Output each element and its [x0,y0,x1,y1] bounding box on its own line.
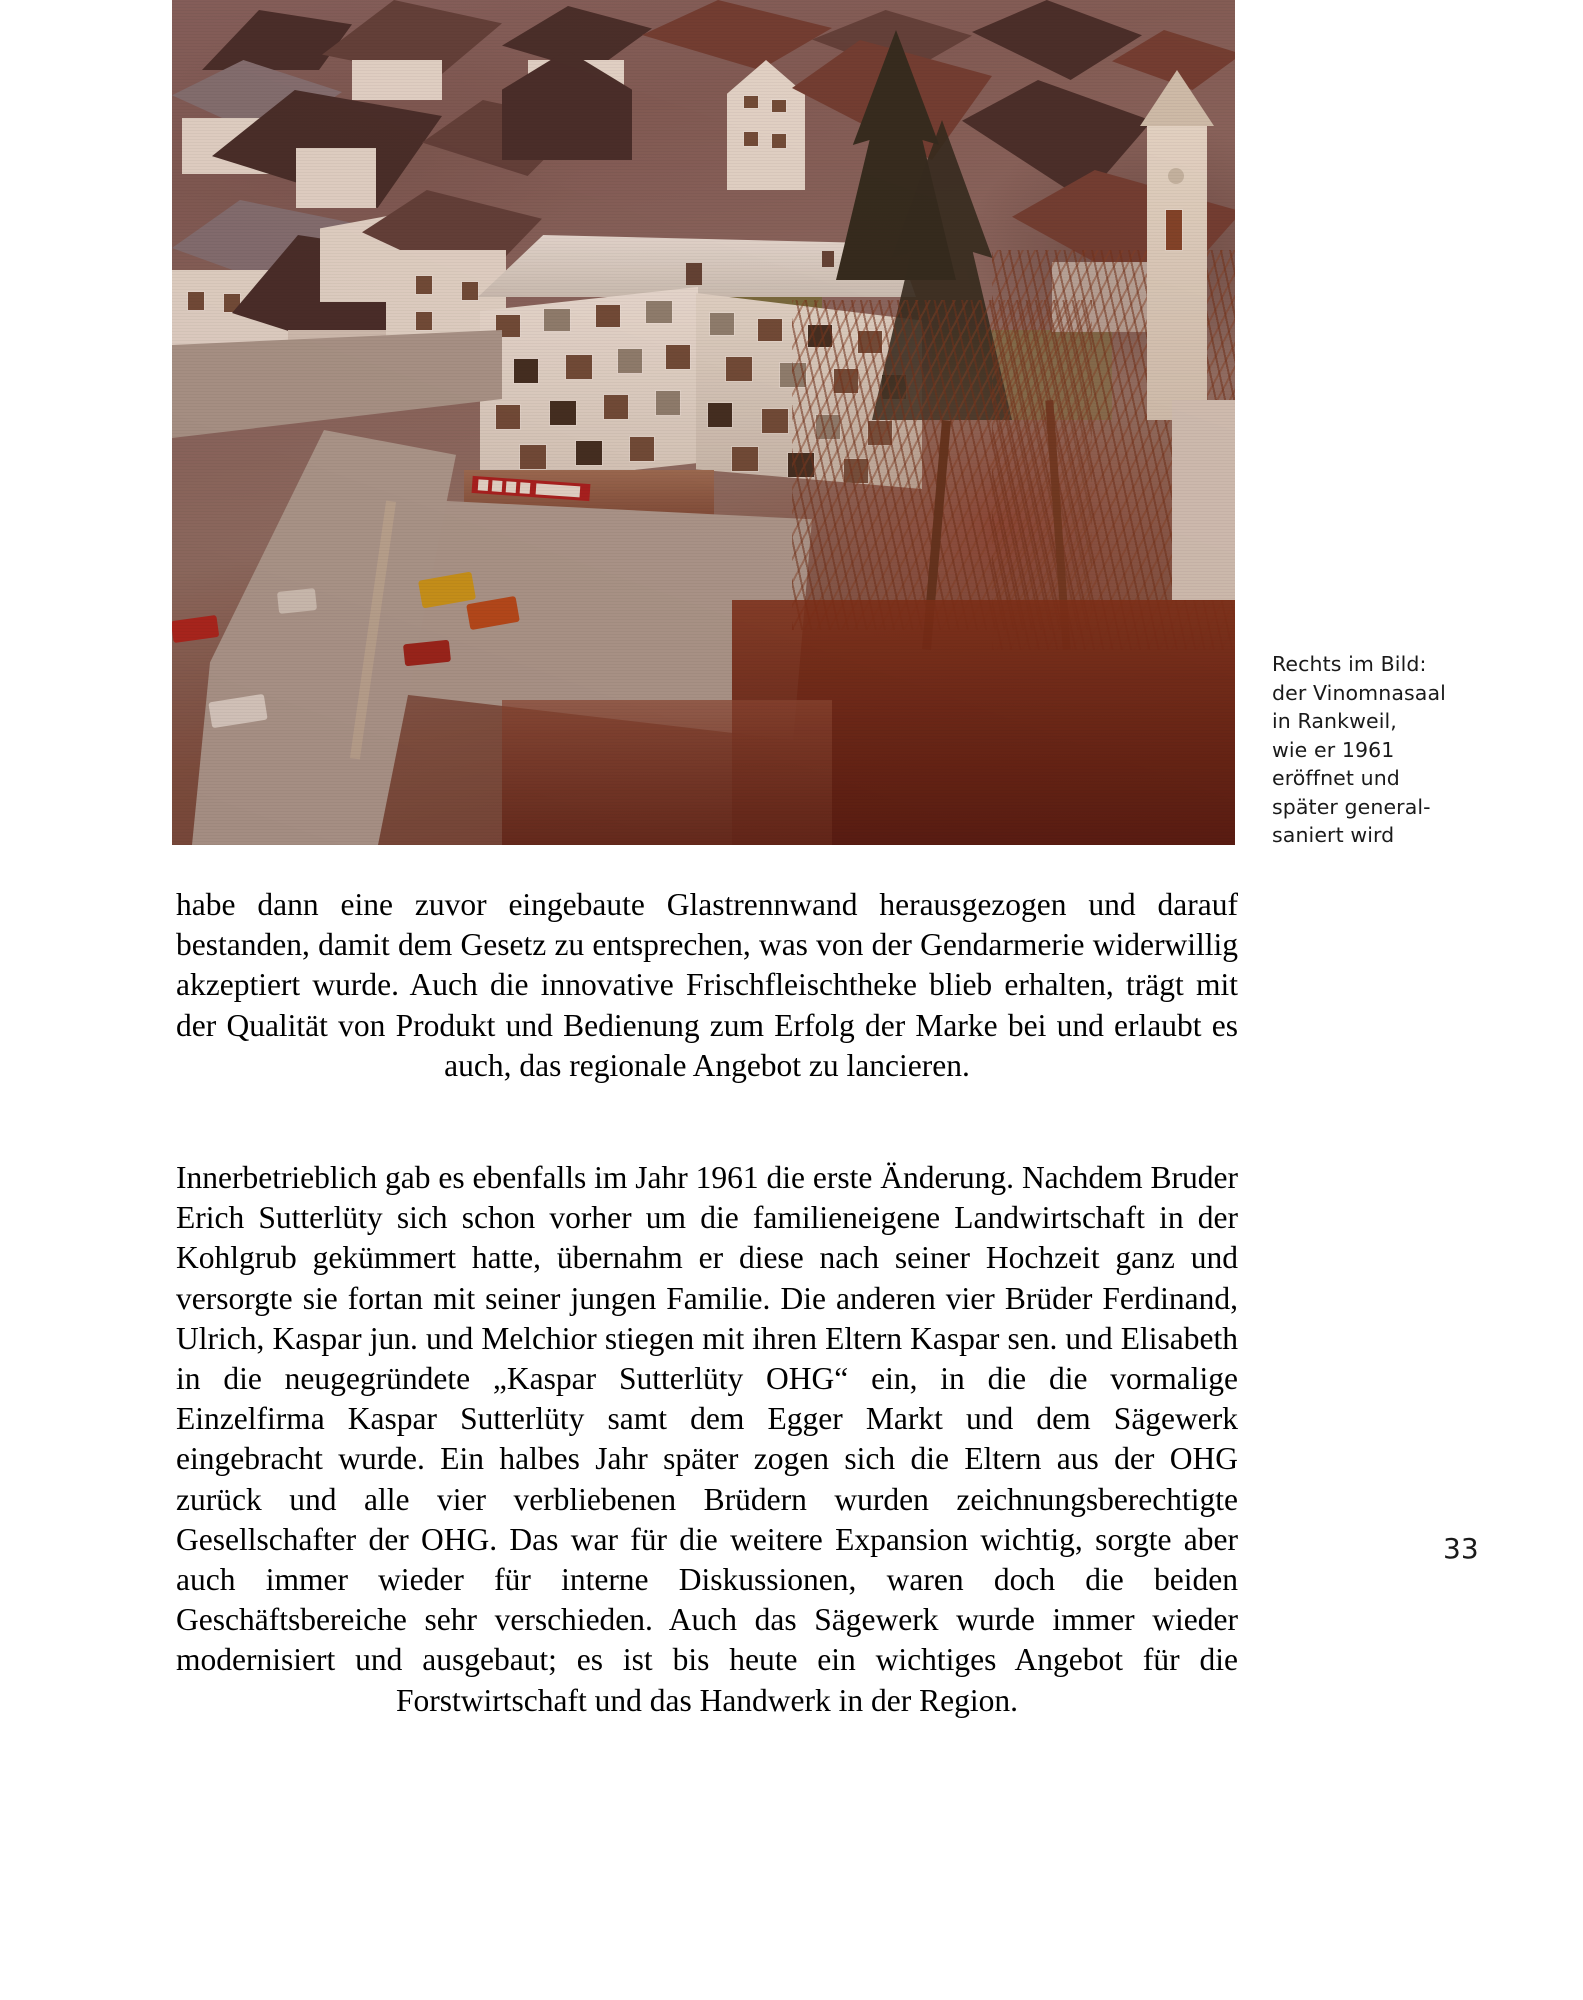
foreground-shrubbery [502,700,832,845]
church-nave [1172,400,1235,600]
window [744,132,758,146]
window [710,313,734,335]
body-paragraph-2-container [176,1158,1238,1721]
car-white [277,588,317,614]
chimney [822,251,834,267]
window [566,355,592,379]
window [666,345,690,369]
photo-caption [1272,650,1507,850]
body-paragraph-2: Innerbetrieblich gab es ebenfalls im Jahr 1961 die erste Änderung. Nachdem Bruder Erich Sutterlüty sich schon vorher um die familieneigene Landwirtschaft in der Kohlgrub gekümmert hatte, übernahm er diese nach seiner Hochzeit ganz und versorgte sie fortan mit seiner jungen Familie. Die anderen vier Brüder Ferdinand, Ulrich, Kaspar jun. und Melchior stiegen mit ihren Eltern Kaspar sen. und Elisabeth in die neugegründete „Kaspar Sutterlüty OHG“ ein, in die die vormalige Einzelfirma Kaspar Sutterlüty samt dem Egger Markt und dem Sägewerk eingebracht wurde. Ein halbes Jahr später zogen sich die Eltern aus der OHG zurück und alle vier verbliebenen Brüdern wurden zeichnungsberechtigte Gesellschafter der OHG. Das war für die weitere Expansion wichtig, sorgte aber auch immer wieder für interne Diskussionen, waren doch die beiden Geschäftsbereiche sehr verschieden. Auch das Sägewerk wurde immer wieder modernisiert und ausgebaut; es ist bis heute ein wichtiges Angebot für die Forstwirtschaft und das Handwerk in der Region. [176,1160,1238,1718]
house-roof [642,0,832,70]
window [496,405,520,429]
body-paragraph-1-container [176,885,1238,1086]
window [758,319,782,341]
window [514,359,538,383]
window [550,401,576,425]
white-gable-house [727,60,805,190]
photo-canvas [172,0,1235,845]
window [544,309,570,331]
house-wall [352,60,442,100]
chimney [686,263,702,285]
window [576,441,602,465]
building-facade-left [480,287,698,487]
window [520,445,546,469]
window [604,395,628,419]
caption-line-1: Rechts im Bild: [1272,652,1427,676]
caption-line-4: wie er 1961 [1272,737,1395,762]
window [596,305,620,327]
window [188,292,204,310]
caption-line-3: in Rankweil, [1272,709,1397,733]
window [772,100,786,112]
church-tower [1147,120,1207,420]
window [630,437,654,461]
window [744,96,758,108]
caption-line-2: der Vinomnasaal [1272,680,1446,705]
window [762,409,788,433]
window [708,403,732,427]
window [416,276,432,294]
caption-line-6: später general- [1272,794,1431,819]
car-red [172,615,219,643]
window [646,301,672,323]
village-aerial-photo [172,0,1235,845]
window [618,349,642,373]
window [656,391,680,415]
window [416,312,432,330]
page-number: 33 [1443,1532,1479,1565]
house-roof [202,10,352,70]
caption-line-5: eröffnet und [1272,766,1400,790]
window [732,447,758,471]
window [772,134,786,148]
house-wall [296,148,376,208]
tower-window [1166,210,1182,250]
body-paragraph-1: habe dann eine zuvor eingebaute Glastrennwand herausgezogen und darauf bestanden, damit dem Gesetz zu entsprechen, was von der Gendarmerie widerwillig akzeptiert wurde. Auch die innovative Frischfleischtheke blieb erhalten, trägt mit der Qualität von Produkt und Bedienung zum Erfolg der Marke bei und erlaubt es auch, das regionale Angebot zu lancieren. [176,887,1238,1083]
window [726,357,752,381]
caption-line-7: saniert wird [1272,823,1395,847]
house-roof [972,0,1142,80]
tower-clock-face [1168,168,1184,184]
